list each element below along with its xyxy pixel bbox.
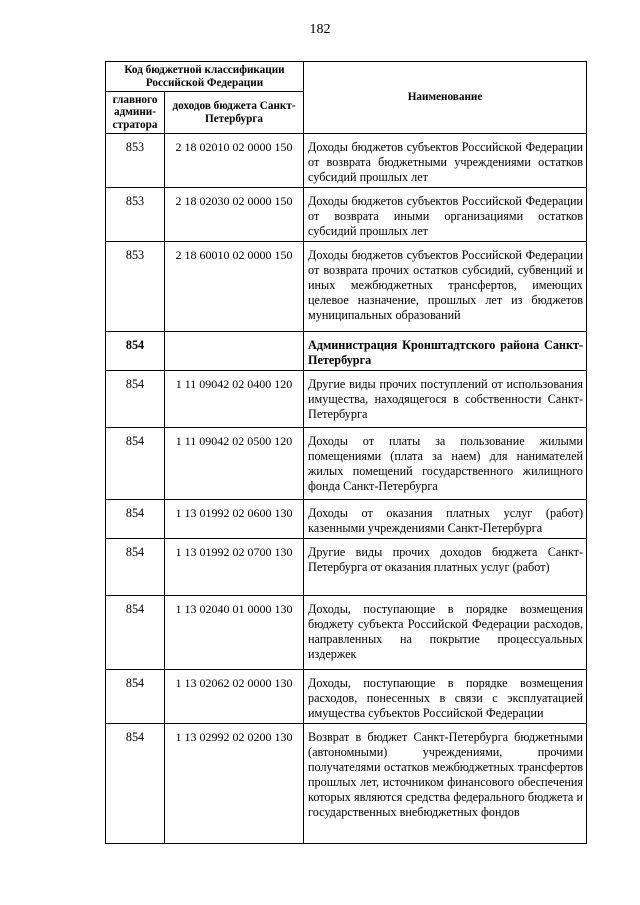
table-row [106, 428, 587, 500]
header-name: Наименование [304, 62, 587, 134]
name-cell: Другие виды прочих доходов бюджета Санкт-Петербурга от оказания платных услуг (работ) [304, 539, 587, 596]
admin-code-cell: 854 [106, 500, 165, 539]
admin-code-cell: 853 [106, 134, 165, 188]
admin-code-cell: 854 [106, 670, 165, 724]
admin-code-cell: 854 [106, 724, 165, 844]
table-row [106, 134, 587, 188]
income-code-cell: 1 13 02992 02 0200 130 [165, 724, 304, 844]
income-code-cell: 1 13 01992 02 0600 130 [165, 500, 304, 539]
name-cell: Доходы от платы за пользование жилыми помещениями (плата за наем) для нанимателей жилых помещений государственного жилищного фонда Санкт-Петербурга [304, 428, 587, 500]
admin-code-cell: 854 [106, 596, 165, 670]
page-number: 182 [309, 22, 331, 37]
admin-code-cell: 853 [106, 242, 165, 332]
table-row [106, 500, 587, 539]
name-cell: Доходы бюджетов субъектов Российской Федерации от возврата прочих остатков субсидий, субвенций и иных межбюджетных трансфертов, имеющих целевое назначение, прошлых лет из бюджетов муниципальных образований [304, 242, 587, 332]
name-cell: Другие виды прочих поступлений от использования имущества, находящегося в собственности Санкт-Петербурга [304, 371, 587, 428]
income-code-cell [165, 332, 304, 371]
header-classification-code: Код бюджетной классификации Российской Федерации [106, 62, 304, 92]
header-income-code: доходов бюджета Санкт-Петербурга [165, 92, 304, 134]
table-row [106, 242, 587, 332]
income-code-cell: 2 18 02030 02 0000 150 [165, 188, 304, 242]
table-row [106, 724, 587, 844]
table-row [106, 371, 587, 428]
income-code-cell: 1 11 09042 02 0500 120 [165, 428, 304, 500]
admin-code-cell: 854 [106, 332, 165, 371]
name-cell: Доходы, поступающие в порядке возмещения расходов, понесенных в связи с эксплуатацией имущества субъектов Российской Федерации [304, 670, 587, 724]
header-admin-code: главного админи-стратора [106, 92, 165, 134]
name-cell: Доходы бюджетов субъектов Российской Федерации от возврата бюджетными учреждениями остатков субсидий прошлых лет [304, 134, 587, 188]
budget-classification-table [105, 61, 587, 844]
admin-code-cell: 854 [106, 371, 165, 428]
income-code-cell: 1 13 02040 01 0000 130 [165, 596, 304, 670]
table-row [106, 670, 587, 724]
table-row [106, 188, 587, 242]
name-cell: Администрация Кронштадтского района Санкт-Петербурга [304, 332, 587, 371]
name-cell: Доходы бюджетов субъектов Российской Федерации от возврата иными организациями остатков субсидий прошлых лет [304, 188, 587, 242]
name-cell: Возврат в бюджет Санкт-Петербурга бюджетными (автономными) учреждениями, прочими получателями остатков межбюджетных трансфертов прошлых лет, источником финансового обеспечения которых являются средства федерального бюджета и государственных внебюджетных фондов [304, 724, 587, 844]
income-code-cell: 1 11 09042 02 0400 120 [165, 371, 304, 428]
table-body [106, 134, 587, 844]
name-cell: Доходы, поступающие в порядке возмещения бюджету субъекта Российской Федерации расходов, направленных на покрытие процессуальных издержек [304, 596, 587, 670]
income-code-cell: 1 13 01992 02 0700 130 [165, 539, 304, 596]
admin-code-cell: 854 [106, 539, 165, 596]
name-cell: Доходы от оказания платных услуг (работ) казенными учреждениями Санкт-Петербурга [304, 500, 587, 539]
admin-code-cell: 853 [106, 188, 165, 242]
income-code-cell: 2 18 60010 02 0000 150 [165, 242, 304, 332]
admin-code-cell: 854 [106, 428, 165, 500]
income-code-cell: 2 18 02010 02 0000 150 [165, 134, 304, 188]
table-row [106, 596, 587, 670]
table-row [106, 539, 587, 596]
income-code-cell: 1 13 02062 02 0000 130 [165, 670, 304, 724]
table-row [106, 332, 587, 371]
